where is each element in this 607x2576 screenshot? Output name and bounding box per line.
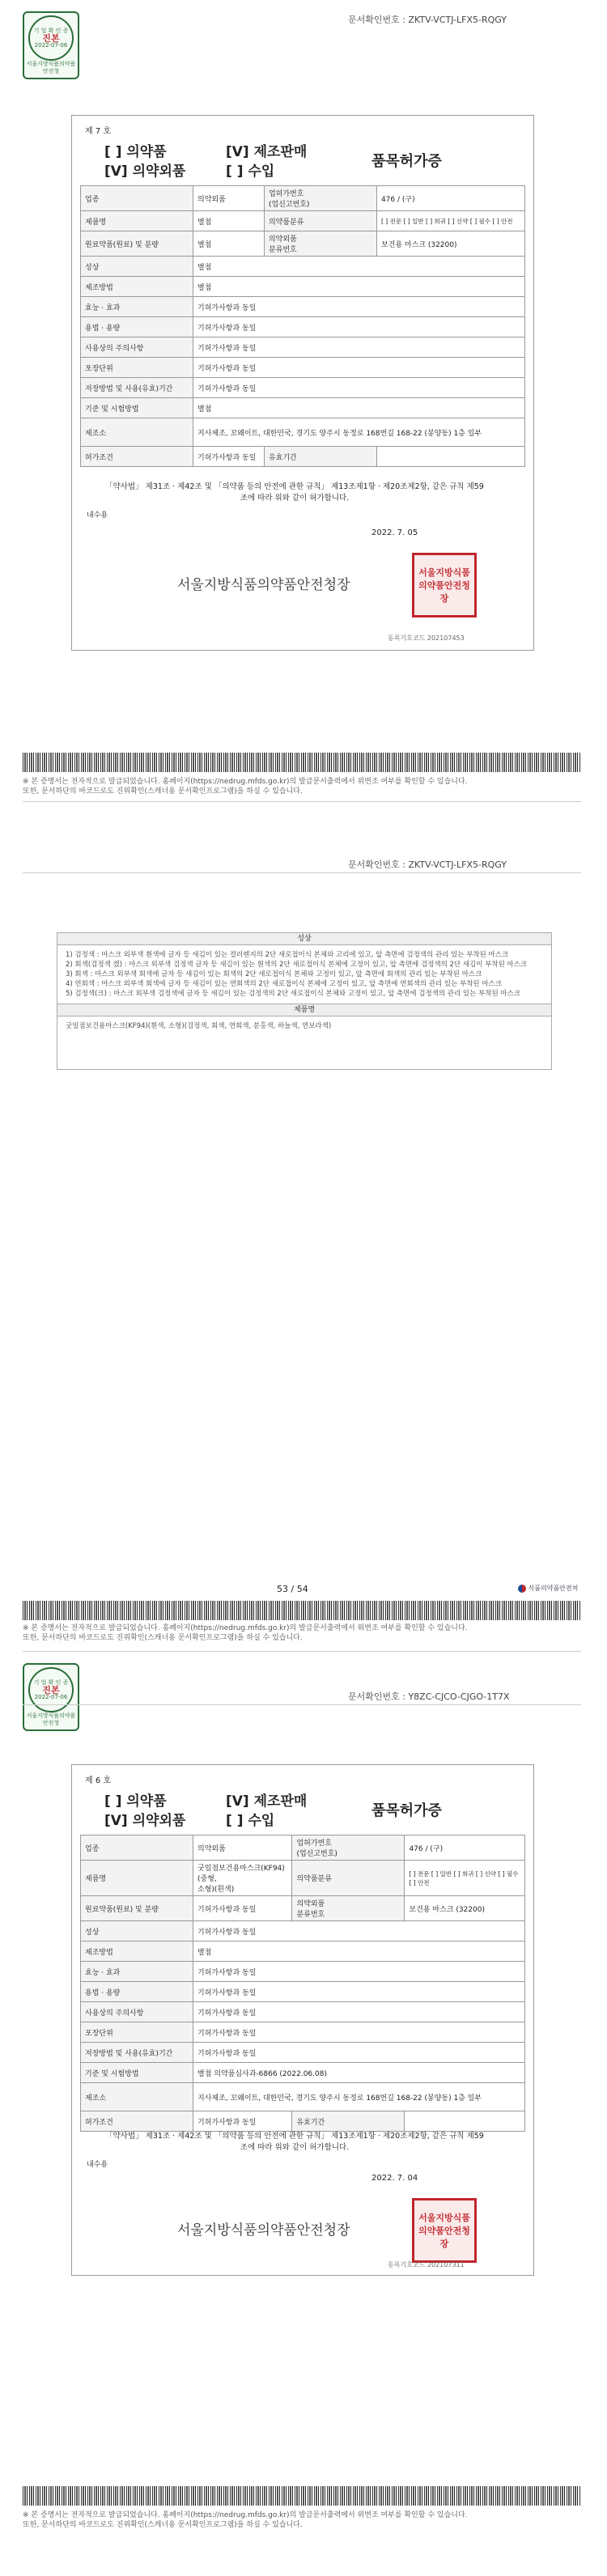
table-row <box>81 2083 525 2111</box>
cert-table-wrap <box>80 185 525 467</box>
table-row <box>81 1921 525 1942</box>
row-value: 기허가사항과 동일 <box>193 1896 292 1921</box>
row-value: 의약외품 <box>193 186 265 211</box>
row-label: 의약품분류 <box>292 1861 405 1896</box>
row-value: 별첨 <box>193 1942 525 1962</box>
law-text: 「약사법」 제31조 · 제42조 및 「의약품 등의 안전에 관한 규칙」 제13조제1항 · 제20조제2항, 같은 규칙 제59조에 따라 위와 같이 허가합니다. <box>105 2132 484 2152</box>
row-value: 기허가사항과 동일 <box>193 1921 525 1942</box>
issue-date: 2022. 7. 05 <box>371 528 418 537</box>
table-row <box>81 378 525 398</box>
law-text: 「약사법」 제31조 · 제42조 및 「의약품 등의 안전에 관한 규칙」 제13조제1항 · 제20조제2항, 같은 규칙 제59조에 따라 위와 같이 허가합니다. <box>105 482 484 503</box>
logo-icon <box>518 1585 526 1593</box>
row-label: 유효기간 <box>264 447 376 467</box>
panel-body: 1) 검정색 : 마스크 외부색 흰색에 글자 등 새김이 있는 컬러렌지의 2단 새로접이식 본체와 고리에 있고, 앞 측면에 검정색의 관리 있는 부착된 마스크 2) 회색(검정색 겠) : 마스크 외부색 검정색 글자 등 새김이 있는 흰색의 2단 새로접이식 본체에 고정이 있고, 앞 측면에 검정색의 2단 새김이 부착된 마스크 3) 회색 : 마스크 외부색 회색에 글자 등 새김이 있는 회색의 2단 새로접이식 본체와 고정이 있고, 앞 측면에 회색의 관리 있는 부착된 마스크 4) 연회색 : 마스크 외부색 회색에 글자 등 새김이 있는 연회색의 2단 새로접이식 본체에 고정이 있고, 앞 측면에 연회색의 관리 있는 부착된 마스크 5) 검정색(크) : 마스크 외부색 검정색에 글자 등 새김이 있는 검정색의 2단 새로접이식 본체와 고정이 있고, 앞 측면에 검정색의 관리 있는 부착된 마스크 <box>66 951 528 998</box>
row-value: 별첨 <box>193 257 525 277</box>
table-row <box>81 231 525 257</box>
row-value: 476 / (구) <box>376 186 524 211</box>
table-row <box>81 297 525 317</box>
table-row <box>81 358 525 378</box>
row-value: [ ] 전문 [ ] 일반 [ ] 희귀 [ ] 신약 [ ] 필수 [ ] 안전 <box>376 211 524 231</box>
row-value: 굿일점보건용마스크(KF94)(중형, 소형)(흰색) <box>193 1861 292 1896</box>
table-row <box>81 337 525 358</box>
issuer-name: 서울지방식품의약품안전청장 <box>177 2222 350 2239</box>
row-label: 의약품분류 <box>264 211 376 231</box>
table-row <box>81 1835 525 1861</box>
table-row <box>81 2002 525 2022</box>
barcode <box>23 2486 581 2506</box>
table-row <box>81 186 525 211</box>
row-value: 기허가사항과 동일 <box>193 2002 525 2022</box>
title-c2: [V] 제조판매 <box>226 1793 308 1810</box>
table-row <box>81 1861 525 1896</box>
row-value: 기허가사항과 동일 <box>193 447 265 467</box>
row-label: 업종 <box>81 1835 193 1861</box>
row-label: 성상 <box>81 1921 193 1942</box>
title-c4: [ ] 수입 <box>226 163 275 180</box>
row-value: 기허가사항과 동일 <box>193 317 525 337</box>
attach-label: 내수용 <box>87 2161 108 2169</box>
row-label: 제조소 <box>81 418 193 447</box>
row-value: 기허가사항과 동일 <box>193 2022 525 2043</box>
table-row <box>81 2063 525 2083</box>
product-name-panel <box>57 1004 552 1070</box>
attach-label: 내수용 <box>87 511 108 520</box>
table-row <box>81 398 525 418</box>
row-label: 효능 · 효과 <box>81 1962 193 1982</box>
table-row <box>81 2043 525 2063</box>
stamp-line1: 기 업 확 인 증 <box>33 27 69 34</box>
stamp-circle <box>28 15 74 61</box>
panel-body: 굿일점보건용마스크(KF94)(흰색, 소형)(검정색, 회색, 연회색, 분홍색, 하늘색, 연보라색) <box>66 1022 332 1030</box>
row-label: 의약외품 분류번호 <box>264 231 376 257</box>
barcode <box>23 753 581 772</box>
row-label: 제조소 <box>81 2083 193 2111</box>
row-value <box>376 447 524 467</box>
row-label: 저장방법 및 사용(유효)기간 <box>81 378 193 398</box>
notice-text: ※ 본 증명서는 전자적으로 발급되었습니다. 홈페이지(https://nedrug.mfds.go.kr)의 발급문서출력에서 위변조 여부를 확인할 수 있습니다. 또한, 문서하단의 바코드로도 진위확인(스캐너용 문서확인프로그램)을 하실 수 있습니다. <box>23 778 468 796</box>
row-value: 476 / (구) <box>405 1835 525 1861</box>
title-c1: [ ] 의약품 <box>104 144 167 160</box>
stamp-line4: 서울지방식품의약품안전청 <box>26 1712 76 1726</box>
cert-table <box>80 1835 525 2132</box>
cert-main-title: 품목허가증 <box>371 1802 442 1819</box>
row-label: 업허가번호 (업신고번호) <box>264 186 376 211</box>
row-value: [ ] 전문 [ ] 일반 [ ] 희귀 [ ] 신약 [ ] 필수 [ ] 안전 <box>405 1861 525 1896</box>
authentic-stamp <box>23 11 79 79</box>
row-label: 제품명 <box>81 1861 193 1896</box>
stamp-line2: 진본 <box>42 32 60 44</box>
certificate-page3 <box>71 1764 534 2276</box>
form-number: 제 7 호 <box>85 127 112 136</box>
row-value: 지사제조, 꼬왜이트, 대한민국, 경기도 양주시 동정로 168번길 168-22 (봉양동) 1층 일부 <box>193 418 525 447</box>
stamp-line3: 2022-07-06 <box>34 41 68 49</box>
doc-check-number: 문서확인번호 : Y8ZC-CJCO-CJGO-1T7X <box>348 1691 510 1702</box>
title-c3: [V] 의약외품 <box>104 1813 186 1829</box>
logo-label: 식품의약품안전처 <box>528 1585 579 1592</box>
row-value: 별첨 <box>193 398 525 418</box>
row-label: 업종 <box>81 186 193 211</box>
row-value: 기허가사항과 동일 <box>193 358 525 378</box>
row-label: 업허가번호 (업신고번호) <box>292 1835 405 1861</box>
row-label: 사용상의 주의사항 <box>81 2002 193 2022</box>
row-label: 효능 · 효과 <box>81 297 193 317</box>
panel-heading: 제품명 <box>57 1004 551 1016</box>
header-line <box>23 872 581 873</box>
table-row <box>81 1942 525 1962</box>
row-value: 보건용 마스크 (32200) <box>376 231 524 257</box>
doc-check-number: 문서확인번호 : ZKTV-VCTJ-LFX5-RQGY <box>348 859 507 870</box>
row-label: 기준 및 시험방법 <box>81 2063 193 2083</box>
table-row <box>81 2022 525 2043</box>
notice-text: ※ 본 증명서는 전자적으로 발급되었습니다. 홈페이지(https://nedrug.mfds.go.kr)의 발급문서출력에서 위변조 여부를 확인할 수 있습니다. 또한, 문서하단의 바코드로도 진위확인(스캐너용 문서확인프로그램)을 하실 수 있습니다. <box>23 2511 468 2529</box>
footer-code: 동목기호코드 202107453 <box>388 634 465 642</box>
row-value: 기허가사항과 동일 <box>193 2043 525 2063</box>
title-c3: [V] 의약외품 <box>104 163 186 180</box>
table-row <box>81 2111 525 2132</box>
row-label: 사용상의 주의사항 <box>81 337 193 358</box>
row-value: 보건용 마스크 (32200) <box>405 1896 525 1921</box>
official-seal: 서울지방식품의약품안전청장 <box>412 553 477 617</box>
table-row <box>81 1962 525 1982</box>
table-row <box>81 447 525 467</box>
title-c4: [ ] 수입 <box>226 1813 275 1829</box>
notice-text: ※ 본 증명서는 전자적으로 발급되었습니다. 홈페이지(https://nedrug.mfds.go.kr)의 발급문서출력에서 위변조 여부를 확인할 수 있습니다. 또한, 문서하단의 바코드로도 진위확인(스캐너용 문서확인프로그램)을 하실 수 있습니다. <box>23 1624 468 1642</box>
issuer-name: 서울지방식품의약품안전청장 <box>177 577 350 593</box>
row-label: 제품명 <box>81 211 193 231</box>
authentic-stamp <box>23 1663 79 1731</box>
row-label: 제조방법 <box>81 1942 193 1962</box>
cert-main-title: 품목허가증 <box>371 153 442 170</box>
title-c2: [V] 제조판매 <box>226 144 308 160</box>
row-value: 지사제조, 꼬왜이트, 대한민국, 경기도 양주시 동정로 168번길 168-22 (봉양동) 1층 일부 <box>193 2083 525 2111</box>
row-label: 포장단위 <box>81 2022 193 2043</box>
cert-table-wrap <box>80 1835 525 2132</box>
row-value: 기허가사항과 동일 <box>193 297 525 317</box>
panel-heading: 성상 <box>57 933 551 945</box>
row-label: 성상 <box>81 257 193 277</box>
row-label: 원료약품(원료) 및 분량 <box>81 231 193 257</box>
row-value <box>405 2111 525 2132</box>
form-number: 제 6 호 <box>85 1776 112 1785</box>
row-label: 저장방법 및 사용(유효)기간 <box>81 2043 193 2063</box>
row-value: 별첨 <box>193 231 265 257</box>
row-label: 의약외품 분류번호 <box>292 1896 405 1921</box>
row-label: 제조방법 <box>81 277 193 297</box>
doc-check-number: 문서확인번호 : ZKTV-VCTJ-LFX5-RQGY <box>348 15 507 25</box>
page-divider <box>23 1651 581 1652</box>
row-value: 기허가사항과 동일 <box>193 1962 525 1982</box>
table-row <box>81 418 525 447</box>
page-divider <box>23 801 581 802</box>
cert-table <box>80 185 525 467</box>
row-value: 기허가사항과 동일 <box>193 337 525 358</box>
row-label: 허가조건 <box>81 447 193 467</box>
footer-code: 동목기호코드 202107311 <box>388 2261 465 2268</box>
certificate-page1 <box>71 115 534 651</box>
row-label: 허가조건 <box>81 2111 193 2132</box>
row-value: 기허가사항과 동일 <box>193 378 525 398</box>
table-row <box>81 317 525 337</box>
stamp-line4: 서울지방식품의약품안전청 <box>26 61 76 74</box>
row-label: 용법 · 용량 <box>81 1982 193 2002</box>
title-c1: [ ] 의약품 <box>104 1793 167 1810</box>
barcode <box>23 1601 581 1620</box>
issue-date: 2022. 7. 04 <box>371 2174 418 2183</box>
row-label: 유효기간 <box>292 2111 405 2132</box>
header-line <box>23 1704 581 1705</box>
row-value: 기허가사항과 동일 <box>193 1982 525 2002</box>
row-value: 기허가사항과 동일 <box>193 2111 292 2132</box>
ministry-logo <box>518 1584 578 1593</box>
row-value: 의약외품 <box>193 1835 292 1861</box>
official-seal: 서울지방식품의약품안전청장 <box>412 2198 477 2263</box>
stamp-line2: 진본 <box>42 1684 60 1695</box>
row-value: 별첨 <box>193 211 265 231</box>
page-number: 53 / 54 <box>277 1584 308 1594</box>
row-label: 원료약품(원료) 및 분량 <box>81 1896 193 1921</box>
row-label: 기준 및 시험방법 <box>81 398 193 418</box>
row-label: 포장단위 <box>81 358 193 378</box>
table-row <box>81 1896 525 1921</box>
stamp-circle <box>28 1667 74 1712</box>
stamp-line3: 2022-07-06 <box>34 1693 68 1700</box>
row-label: 용법 · 용량 <box>81 317 193 337</box>
table-row <box>81 277 525 297</box>
row-value: 별첨 의약품심사과-6866 (2022.06.08) <box>193 2063 525 2083</box>
stamp-line1: 기 업 확 인 증 <box>33 1678 69 1686</box>
table-row <box>81 1982 525 2002</box>
table-row <box>81 211 525 231</box>
row-value: 별첨 <box>193 277 525 297</box>
table-row <box>81 257 525 277</box>
